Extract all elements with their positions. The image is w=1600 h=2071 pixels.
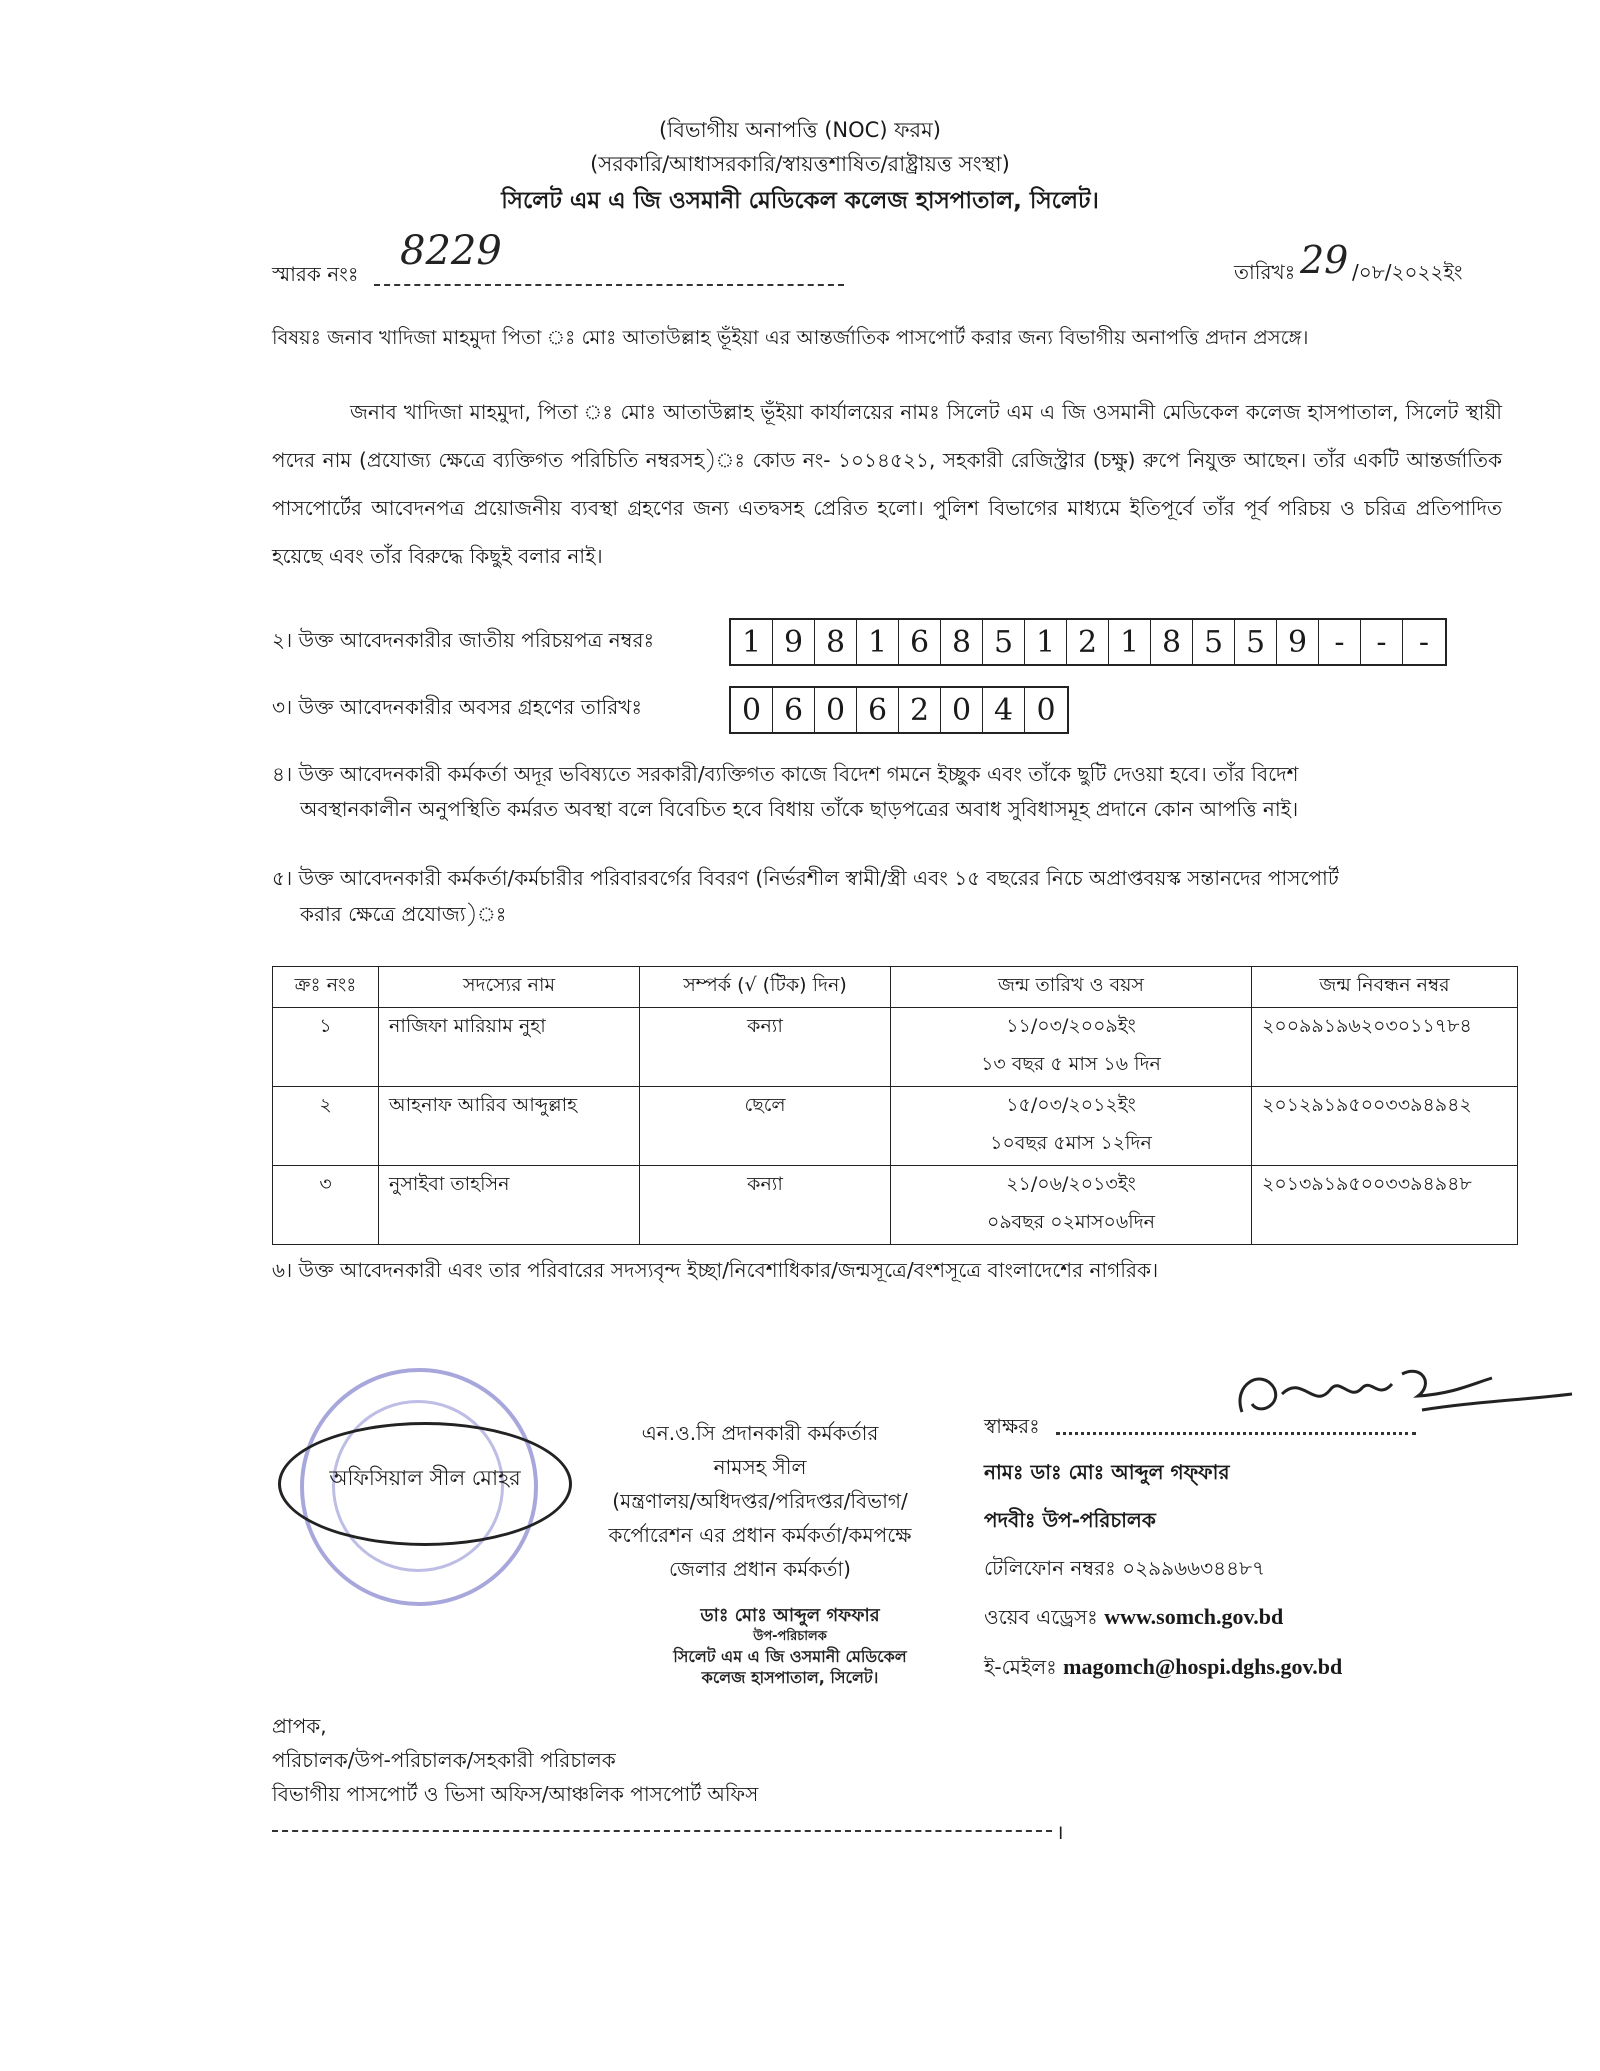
cell-brn: ২০০৯৯১৯৬২০৩০১১৭৮৪ xyxy=(1252,1008,1518,1087)
retirement-digit-box: 4 xyxy=(983,688,1025,732)
noc-officer-line4: কর্পোরেশন এর প্রধান কর্মকর্তা/কমপক্ষে xyxy=(608,1523,912,1547)
cell-name: নুসাইবা তাহসিন xyxy=(379,1166,640,1245)
retirement-digit-box: 6 xyxy=(857,688,899,732)
nid-digit-box: 5 xyxy=(1193,620,1235,664)
nid-digit-box: 5 xyxy=(1235,620,1277,664)
memo-number: 8229 xyxy=(400,228,502,274)
point6: ৬। উক্ত আবেদনকারী এবং তার পরিবারের সদস্যবৃন্দ ইচ্ছা/নিবেশাধিকার/জন্মসূত্রে/বংশসূত্রে বাংলাদেশের নাগরিক। xyxy=(272,1258,1159,1282)
retirement-label: ৩। উক্ত আবেদনকারীর অবসর গ্রহণের তারিখঃ xyxy=(272,695,643,719)
cell-name: আহনাফ আরিব আব্দুল্লাহ xyxy=(379,1087,640,1166)
web-label: ওয়েব এড্রেসঃ xyxy=(984,1605,1105,1629)
body-paragraph: জনাব খাদিজা মাহমুদা, পিতা ঃ মোঃ আতাউল্লাহ ভূঁইয়া কার্যালয়ের নামঃ সিলেট এম এ জি ওসমানী মেডিকেল কলেজ হাসপাতাল, সিলেট স্থায়ী পদের নাম (প্রযোজ্য ক্ষেত্রে ব্যক্তিগত পরিচিতি নম্বরসহ)ঃ কোড নং- ১০১৪৫২১, সহকারী রেজিস্ট্রার (চক্ষু) রুপে নিযুক্ত আছেন। তাঁর একটি আন্তর্জাতিক পাসপোর্টের আবেদনপত্র প্রয়োজনীয় ব্যবস্থা গ্রহণের জন্য এতদ্বসহ প্রেরিত হলো। পুলিশ বিভাগের মাধ্যমে ইতিপূর্বে তাঁর পূর্ব পরিচয় ও চরিত্র প্রতিপাদিত হয়েছে এবং তাঁর বিরুদ্ধে কিছুই বলার নাই। xyxy=(272,400,1502,568)
cell-brn: ২০১২৯১৯৫০০৩৩৯৪৯৪২ xyxy=(1252,1087,1518,1166)
table-header-row xyxy=(273,967,1518,1008)
nid-digit-box: 1 xyxy=(1109,620,1151,664)
nid-digit-box: - xyxy=(1361,620,1403,664)
date-rest: /০৮/২০২২ইং xyxy=(1352,260,1463,284)
cell-dob-age xyxy=(891,1087,1252,1166)
memo-line xyxy=(374,284,844,286)
retirement-digit-box: 0 xyxy=(1036,692,1056,728)
form-title: (বিভাগীয় অনাপত্তি (NOC) ফরম) xyxy=(659,118,941,142)
col-sl: ক্রঃ নংঃ xyxy=(273,967,379,1008)
col-relation: সম্পর্ক (√ (টিক) দিন) xyxy=(640,967,891,1008)
cell-age: ০৯বছর ০২মাস০৬দিন xyxy=(986,1211,1156,1233)
recipient-line2: পরিচালক/উপ-পরিচালক/সহকারী পরিচালক xyxy=(272,1748,616,1772)
signature-image xyxy=(1222,1354,1582,1434)
cell-dob: ১১/০৩/২০০৯ইং xyxy=(1006,1015,1136,1037)
cell-sl: ২ xyxy=(273,1087,379,1166)
cell-sl: ১ xyxy=(273,1008,379,1087)
form-subtitle: (সরকারি/আধাসরকারি/স্বায়ত্তশাষিত/রাষ্ট্রায়ত্ত সংস্থা) xyxy=(590,152,1010,176)
web-address[interactable]: www.somch.gov.bd xyxy=(1104,1604,1284,1629)
cell-sl: ৩ xyxy=(273,1166,379,1245)
stamp-line4: কলেজ হাসপাতাল, সিলেট। xyxy=(701,1668,879,1688)
memo-label: স্মারক নংঃ xyxy=(272,262,359,286)
cell-dob-age xyxy=(891,1008,1252,1087)
noc-officer-line3: (মন্ত্রণালয়/অধিদপ্তর/পরিদপ্তর/বিভাগ/ xyxy=(612,1489,908,1513)
recipient-line3: বিভাগীয় পাসপোর্ট ও ভিসা অফিস/আঞ্চলিক পাসপোর্ট অফিস xyxy=(272,1782,759,1806)
cell-age: ১৩ বছর ৫ মাস ১৬ দিন xyxy=(981,1053,1161,1075)
subject-line: বিষয়ঃ জনাব খাদিজা মাহমুদা পিতা ঃ মোঃ আতাউল্লাহ ভূঁইয়া এর আন্তর্জাতিক পাসপোর্ট করার জন্য বিভাগীয় অনাপত্তি প্রদান প্রসঙ্গে। xyxy=(272,326,1309,349)
signatory-web-row xyxy=(984,1604,1283,1630)
recipient-end: । xyxy=(1056,1820,1064,1844)
noc-officer-line1: এন.ও.সি প্রদানকারী কর্মকর্তার xyxy=(641,1421,879,1445)
sign-label: স্বাক্ষরঃ xyxy=(984,1414,1040,1438)
retirement-digit-box: 0 xyxy=(731,688,773,732)
institution-name: সিলেট এম এ জি ওসমানী মেডিকেল কলেজ হাসপাতাল, সিলেট। xyxy=(501,188,1099,214)
seal-label: অফিসিয়াল সীল মোহর xyxy=(329,1466,521,1490)
cell-name: নাজিফা মারিয়াম নুহা xyxy=(379,1008,640,1087)
retirement-digit-box: 0 xyxy=(941,688,983,732)
noc-officer-line2: নামসহ সীল xyxy=(713,1455,807,1479)
cell-age: ১০বছর ৫মাস ১২দিন xyxy=(990,1132,1152,1154)
nid-digit-box: - xyxy=(1418,624,1430,660)
cell-dob-age xyxy=(891,1166,1252,1245)
nid-digit-box: 1 xyxy=(1025,620,1067,664)
email-address[interactable]: magomch@hospi.dghs.gov.bd xyxy=(1063,1654,1343,1679)
recipient-label: প্রাপক, xyxy=(272,1714,327,1738)
date-label: তারিখঃ xyxy=(1234,260,1296,284)
recipient-line xyxy=(272,1830,1052,1832)
nid-digit-box: 9 xyxy=(773,620,815,664)
retirement-digit-box: 6 xyxy=(773,688,815,732)
retirement-digit-box: 0 xyxy=(815,688,857,732)
email-label: ই-মেইলঃ xyxy=(984,1655,1064,1679)
table-row xyxy=(273,1008,1518,1087)
col-dob: জন্ম তারিখ ও বয়স xyxy=(891,967,1252,1008)
nid-digit-box: 8 xyxy=(1151,620,1193,664)
nid-digit-box: 6 xyxy=(899,620,941,664)
col-name: সদস্যের নাম xyxy=(379,967,640,1008)
col-brn: জন্ম নিবন্ধন নম্বর xyxy=(1252,967,1518,1008)
signatory-designation: পদবীঃ উপ-পরিচালক xyxy=(984,1508,1156,1532)
nid-digit-box: 5 xyxy=(983,620,1025,664)
noc-officer-block xyxy=(580,1416,940,1586)
nid-digit-box: 9 xyxy=(1277,620,1319,664)
stamp-line2: উপ-পরিচালক xyxy=(753,1629,827,1645)
nid-boxes xyxy=(729,618,1447,666)
nid-digit-box: 2 xyxy=(1067,620,1109,664)
signatory-email-row xyxy=(984,1654,1342,1680)
noc-officer-line5: জেলার প্রধান কর্মকর্তা) xyxy=(668,1557,851,1581)
stamp-line1: ডাঃ মোঃ আব্দুল গফফার xyxy=(700,1605,880,1626)
cell-brn: ২০১৩৯১৯৫০০৩৩৯৪৯৪৮ xyxy=(1252,1166,1518,1245)
point5-line2: করার ক্ষেত্রে প্রযোজ্য)ঃ xyxy=(300,902,507,926)
date-day: 29 xyxy=(1300,238,1349,282)
cell-dob: ২১/০৬/২০১৩ইং xyxy=(1006,1173,1136,1195)
nid-digit-box: 8 xyxy=(815,620,857,664)
retirement-boxes xyxy=(729,686,1069,734)
signatory-name: নামঃ ডাঃ মোঃ আব্দুল গফ্ফার xyxy=(984,1460,1230,1484)
table-row xyxy=(273,1087,1518,1166)
nid-digit-box: 8 xyxy=(941,620,983,664)
cell-relation: কন্যা xyxy=(640,1008,891,1087)
point5-line1: ৫। উক্ত আবেদনকারী কর্মকর্তা/কর্মচারীর পরিবারবর্গের বিবরণ (নির্ভরশীল স্বামী/স্ত্রী এবং ১৫ বছরের নিচে অপ্রাপ্তবয়স্ক সন্তানদের পাসপোর্ট xyxy=(272,866,1339,890)
retirement-digit-box: 2 xyxy=(899,688,941,732)
officer-stamp xyxy=(640,1604,940,1689)
point4-line1: ৪। উক্ত আবেদনকারী কর্মকর্তা অদূর ভবিষ্যতে সরকারী/ব্যক্তিগত কাজে বিদেশ গমনে ইচ্ছুক এবং তাঁকে ছুটি দেওয়া হবে। তাঁর বিদেশ xyxy=(272,762,1299,786)
nid-digit-box: - xyxy=(1319,620,1361,664)
nid-digit-box: 1 xyxy=(731,620,773,664)
cell-relation: ছেলে xyxy=(640,1087,891,1166)
cell-relation: কন্যা xyxy=(640,1166,891,1245)
signatory-phone: টেলিফোন নম্বরঃ ০২৯৯৬৬৩৪৪৮৭ xyxy=(984,1556,1266,1580)
table-row xyxy=(273,1166,1518,1245)
point4-line2: অবস্থানকালীন অনুপস্থিতি কর্মরত অবস্থা বলে বিবেচিত হবে বিধায় তাঁকে ছাড়পত্রের অবাধ সুবিধাসমূহ প্রদানে কোন আপত্তি নাই। xyxy=(300,797,1299,821)
cell-dob: ১৫/০৩/২০১২ইং xyxy=(1006,1094,1136,1116)
nid-digit-box: 1 xyxy=(857,620,899,664)
family-table xyxy=(272,966,1518,1245)
nid-label: ২। উক্ত আবেদনকারীর জাতীয় পরিচয়পত্র নম্বরঃ xyxy=(272,628,655,652)
stamp-line3: সিলেট এম এ জি ওসমানী মেডিকেল xyxy=(673,1646,907,1666)
